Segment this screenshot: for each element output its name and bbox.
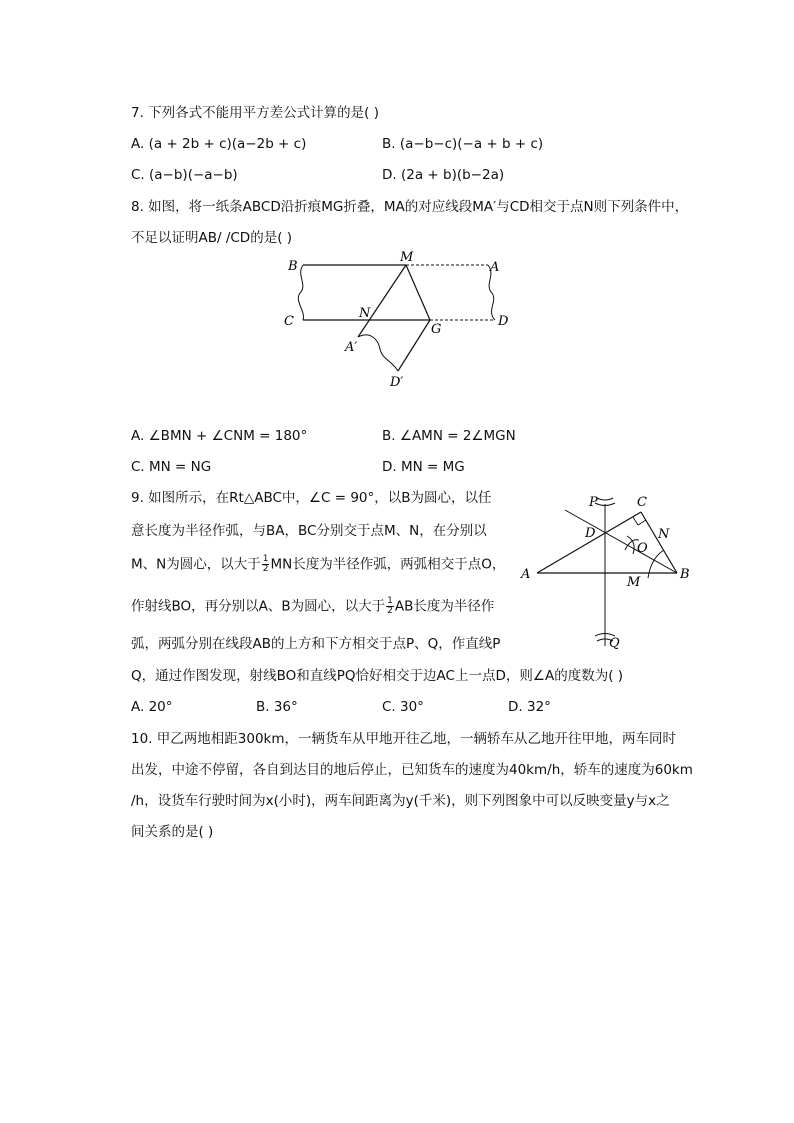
q9-option-c: C. 30° — [382, 699, 424, 715]
q9-label-c: C — [637, 495, 647, 510]
q9-frac-den-1: 2 — [262, 564, 269, 574]
q9-line5: 弧，两弧分别在线段AB的上方和下方相交于点P、Q，作直线P — [131, 636, 501, 652]
q9-label-d: D — [585, 526, 596, 541]
q8-stem-line2: 不足以证明AB/ /CD的是( ) — [131, 230, 293, 246]
q9-line4-part1: 作射线BO，再分别以A、B为圆心，以大于 — [131, 598, 386, 615]
q10-line2: 出发，中途不停留，各自到达目的地后停止，已知货车的速度为40km/h，轿车的速度为60km — [131, 762, 693, 778]
q9-line6: Q，通过作图发现，射线BO和直线PQ恰好相交于边AC上一点D，则∠A的度数为( ) — [131, 668, 624, 684]
q9-label-p: P — [589, 495, 598, 510]
q9-label-o: O — [637, 541, 648, 556]
q9-label-a: A — [521, 567, 531, 582]
q8-label-d: D — [498, 314, 509, 329]
q9-label-n: N — [658, 527, 670, 542]
q9-figure — [515, 488, 700, 656]
q9-arc-p-2 — [597, 498, 613, 500]
q10-line3: /h，设货车行驶时间为x(小时)，两车间距离为y(千米)，则下列图象中可以反映变量y与x之 — [131, 793, 670, 809]
q9-line1: 9. 如图所示，在Rt△ABC中，∠C = 90°，以B为圆心，以任 — [131, 490, 492, 506]
q8-left-torn-edge — [298, 265, 303, 320]
q9-line3-part2: MN长度为半径作弧，两弧相交于点O， — [270, 556, 506, 573]
q10-line4: 间关系的是( ) — [131, 824, 214, 840]
q8-label-a-prime: A′ — [345, 340, 358, 355]
q7-option-c: C. (a−b)(−a−b) — [131, 167, 238, 183]
q8-label-b: B — [288, 259, 298, 274]
q9-frac-num-2: 1 — [387, 596, 393, 606]
q10-line1: 10. 甲乙两地相距300km，一辆货车从甲地开往乙地，一辆轿车从乙地开往甲地，两车同时 — [131, 731, 676, 747]
q9-label-q: Q — [609, 636, 620, 651]
q8-line-d1g — [398, 320, 430, 371]
q9-fraction-half-2 — [386, 597, 394, 616]
q8-stem-line1: 8. 如图，将一纸条ABCD沿折痕MG折叠，MA的对应线段MA′与CD相交于点N则下列条件中， — [131, 199, 689, 215]
q8-label-d-prime: D′ — [390, 375, 404, 390]
q8-label-a: A — [490, 260, 500, 275]
q8-label-c: C — [284, 314, 294, 329]
q7-option-a: A. (a + 2b + c)(a−2b + c) — [131, 136, 307, 152]
q9-side-ac — [537, 512, 641, 573]
q7-stem: 7. 下列各式不能用平方差公式计算的是( ) — [131, 105, 379, 121]
q8-option-d: D. MN = MG — [382, 459, 465, 475]
q8-label-g: G — [431, 322, 442, 337]
q9-line4 — [131, 597, 494, 616]
q9-line3 — [131, 555, 505, 574]
q9-label-b: B — [680, 567, 690, 582]
q8-figure — [270, 245, 530, 395]
q9-option-d: D. 32° — [508, 699, 551, 715]
q8-option-b: B. ∠AMN = 2∠MGN — [382, 428, 516, 444]
q8-option-c: C. MN = NG — [131, 459, 212, 475]
q9-option-a: A. 20° — [131, 699, 173, 715]
q7-option-d: D. (2a + b)(b−2a) — [382, 167, 505, 183]
q8-flap-torn-edge — [358, 335, 398, 371]
q8-label-n: N — [359, 306, 371, 321]
q9-frac-den-2: 2 — [387, 606, 393, 616]
q8-fold-mg — [406, 265, 430, 320]
q9-fraction-half-1 — [262, 555, 270, 574]
q9-frac-num-1: 1 — [262, 554, 269, 564]
q8-option-a: A. ∠BMN + ∠CNM = 180° — [131, 428, 308, 444]
q7-option-b: B. (a−b−c)(−a + b + c) — [382, 136, 544, 152]
q9-line2: 意长度为半径作弧，与BA，BC分别交于点M、N，在分别以 — [131, 523, 487, 539]
q9-line3-part1: M、N为圆心，以大于 — [131, 556, 261, 573]
q9-label-m: M — [627, 575, 641, 590]
q8-label-m: M — [400, 250, 414, 265]
q8-line-ma1 — [358, 265, 406, 337]
q9-line4-part2: AB长度为半径作 — [394, 598, 495, 615]
q9-option-b: B. 36° — [256, 699, 298, 715]
